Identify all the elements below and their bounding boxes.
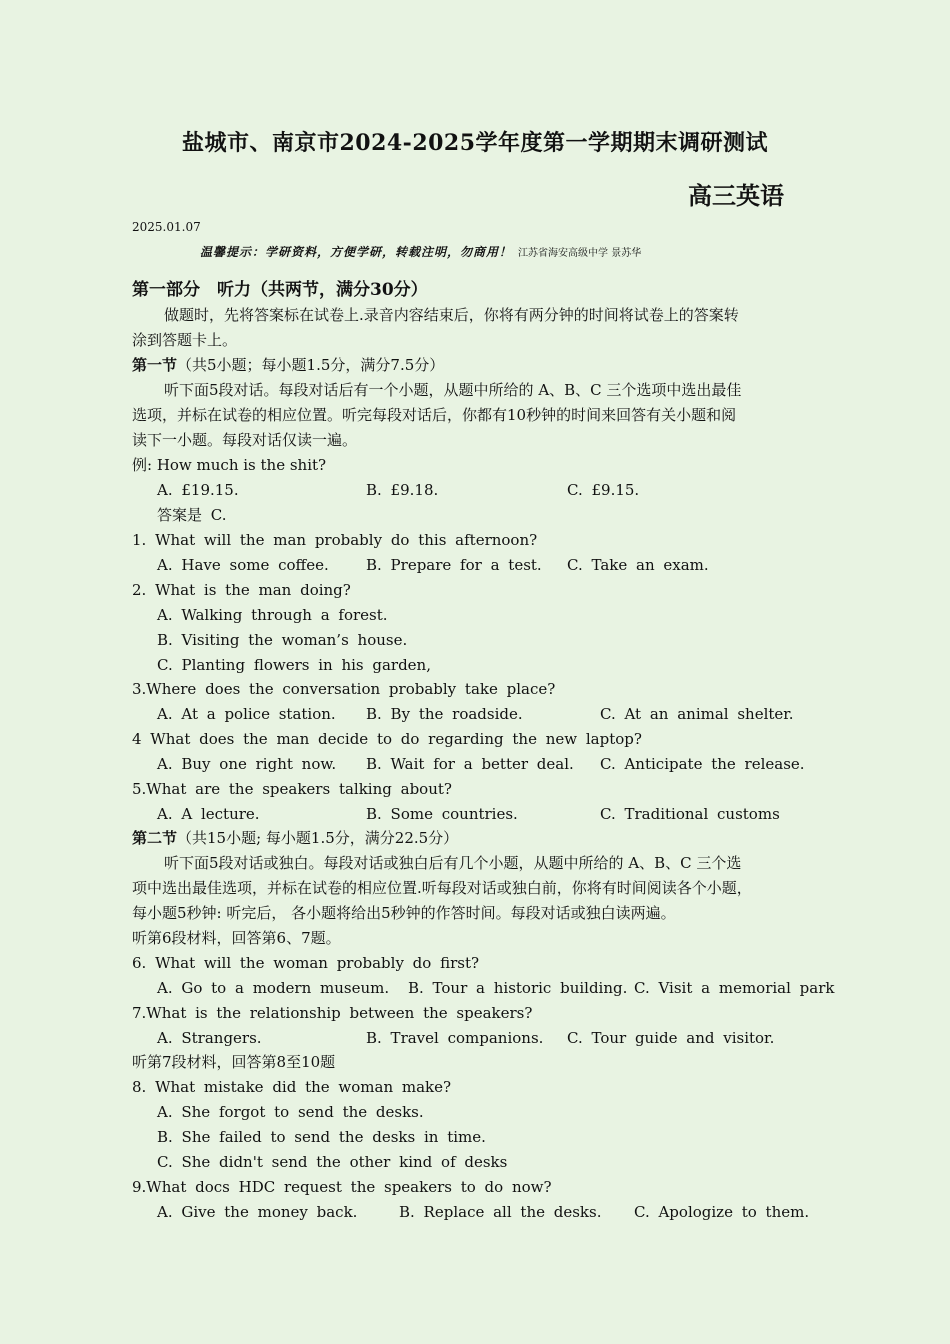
question-5: 5.What are the speakers talking about? — [132, 780, 452, 798]
example-option-b: B. £9.18. — [366, 481, 439, 499]
question-7: 7.What is the relationship between the speakers? — [132, 1004, 533, 1022]
q8-option-a: A. She forgot to send the desks. — [157, 1103, 424, 1121]
q1-option-c: C. Take an exam. — [567, 556, 709, 574]
section1-rules: （共5小题；每小题1.5分，满分7.5分） — [177, 356, 445, 374]
q4-option-b: B. Wait for a better deal. — [366, 755, 574, 773]
section1-intro-2: 选项，并标在试卷的相应位置。听完每段对话后，你都有10秒钟的时间来回答有关小题和阅 — [132, 406, 737, 424]
q5-option-c: C. Traditional customs — [600, 805, 780, 823]
section1-heading — [132, 353, 444, 378]
part1-intro-cont: 涂到答题卡上。 — [132, 331, 238, 349]
q4-option-c: C. Anticipate the release. — [600, 755, 805, 773]
q3-option-c: C. At an animal shelter. — [600, 705, 794, 723]
warm-tip-text: 温馨提示：学研资料，方便学研，转载注明，勿商用！ — [200, 245, 513, 259]
section2-label: 第二节 — [132, 829, 178, 847]
section2-intro: 听下面5段对话或独白。每段对话或独白后有几个小题，从题中所给的 A、B、C 三个选 — [164, 854, 742, 872]
q6-option-c: C. Visit a memorial park — [634, 979, 835, 997]
example-answer: 答案是 C. — [157, 506, 227, 524]
q9-option-b: B. Replace all the desks. — [399, 1203, 602, 1221]
question-3: 3.Where does the conversation probably take place? — [132, 680, 556, 698]
question-4: 4 What does the man decide to do regarding the new laptop? — [132, 730, 642, 748]
section1-intro-3: 读下一小题。每段对话仅读一遍。 — [132, 431, 358, 449]
warm-tip — [200, 243, 641, 260]
q8-option-c: C. She didn't send the other kind of desks — [157, 1153, 508, 1171]
section1-label: 第一节 — [132, 356, 178, 374]
q7-option-c: C. Tour guide and visitor. — [567, 1029, 775, 1047]
q4-option-a: A. Buy one right now. — [157, 755, 337, 773]
section2-intro-3: 每小题5秒钟: 听完后， 各小题将给出5秒钟的作答时间。每段对话或独白读两遍。 — [132, 904, 676, 922]
q6-option-a: A. Go to a modern museum. — [157, 979, 390, 997]
question-9: 9.What docs HDC request the speakers to do now? — [132, 1178, 552, 1196]
section1-intro: 听下面5段对话。每段对话后有一个小题，从题中所给的 A、B、C 三个选项中选出最佳 — [164, 381, 742, 399]
warm-tip-source: 江苏省海安高级中学 景苏华 — [518, 248, 642, 259]
material-7-heading: 听第7段材料，回答第8至10题 — [132, 1053, 336, 1071]
q3-option-b: B. By the roadside. — [366, 705, 523, 723]
section2-intro-2: 项中选出最佳选项，并标在试卷的相应位置.听每段对话或独白前，你将有时间阅读各个小题， — [132, 879, 752, 897]
exam-title: 盐城市、南京市2024-2025学年度第一学期期末调研测试 — [181, 130, 769, 156]
q7-option-a: A. Strangers. — [157, 1029, 262, 1047]
q3-option-a: A. At a police station. — [157, 705, 336, 723]
q9-option-a: A. Give the money back. — [157, 1203, 358, 1221]
q6-option-b: B. Tour a historic building. — [408, 979, 628, 997]
exam-date: 2025.01.07 — [132, 220, 201, 234]
q5-option-b: B. Some countries. — [366, 805, 518, 823]
q2-option-a: A. Walking through a forest. — [157, 606, 388, 624]
question-8: 8. What mistake did the woman make? — [132, 1078, 452, 1096]
part1-intro: 做题时，先将答案标在试卷上.录音内容结束后，你将有两分钟的时间将试卷上的答案转 — [164, 306, 739, 324]
material-6-heading: 听第6段材料，回答第6、7题。 — [132, 929, 341, 947]
example-option-c: C. £9.15. — [567, 481, 640, 499]
question-1: 1. What will the man probably do this afternoon? — [132, 531, 538, 549]
q2-option-b: B. Visiting the woman’s house. — [157, 631, 408, 649]
q1-option-a: A. Have some coffee. — [157, 556, 329, 574]
question-6: 6. What will the woman probably do first? — [132, 954, 480, 972]
exam-subject: 高三英语 — [688, 181, 784, 210]
q5-option-a: A. A lecture. — [157, 805, 260, 823]
example-question: 例: How much is the shit? — [132, 456, 327, 474]
q1-option-b: B. Prepare for a test. — [366, 556, 542, 574]
part1-heading: 第一部分 听力（共两节，满分30分） — [132, 280, 428, 300]
section2-rules: （共15小题; 每小题1.5分，满分22.5分） — [177, 829, 459, 847]
q7-option-b: B. Travel companions. — [366, 1029, 544, 1047]
q8-option-b: B. She failed to send the desks in time. — [157, 1128, 486, 1146]
q9-option-c: C. Apologize to them. — [634, 1203, 810, 1221]
question-2: 2. What is the man doing? — [132, 581, 351, 599]
example-option-a: A. £19.15. — [157, 481, 239, 499]
section2-heading — [132, 826, 458, 851]
q2-option-c: C. Planting flowers in his garden, — [157, 656, 431, 674]
